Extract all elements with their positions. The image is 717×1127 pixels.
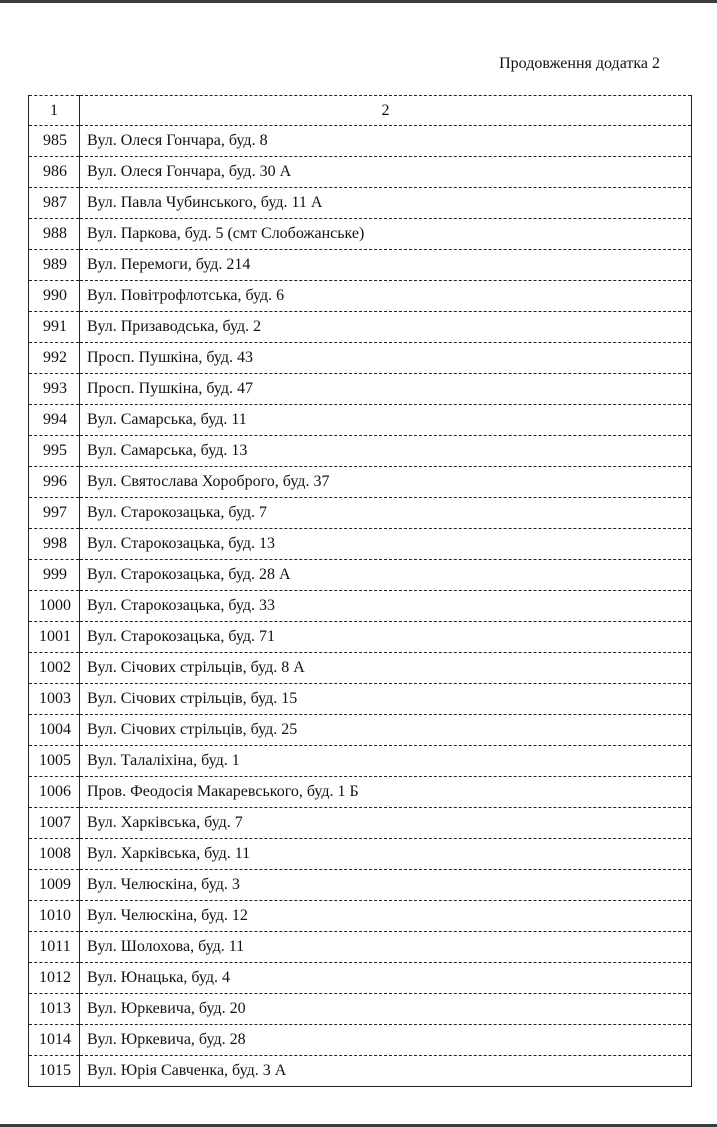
row-address: Вул. Юрія Савченка, буд. 3 А bbox=[80, 1056, 692, 1087]
row-address: Вул. Січових стрільців, буд. 25 bbox=[80, 715, 692, 746]
table-row bbox=[29, 684, 692, 715]
row-address: Вул. Юркевича, буд. 20 bbox=[80, 994, 692, 1025]
row-number: 1004 bbox=[29, 715, 80, 746]
row-address: Вул. Челюскіна, буд. 12 bbox=[80, 901, 692, 932]
table-row bbox=[29, 963, 692, 994]
table-row bbox=[29, 312, 692, 343]
row-address: Вул. Шолохова, буд. 11 bbox=[80, 932, 692, 963]
table-row bbox=[29, 715, 692, 746]
row-number: 997 bbox=[29, 498, 80, 529]
row-address: Вул. Січових стрільців, буд. 8 А bbox=[80, 653, 692, 684]
column-header-number: 1 bbox=[29, 96, 80, 126]
row-number: 996 bbox=[29, 467, 80, 498]
table-row bbox=[29, 157, 692, 188]
table-row bbox=[29, 467, 692, 498]
row-address: Вул. Призаводська, буд. 2 bbox=[80, 312, 692, 343]
table-row bbox=[29, 653, 692, 684]
row-number: 1006 bbox=[29, 777, 80, 808]
row-number: 992 bbox=[29, 343, 80, 374]
row-number: 999 bbox=[29, 560, 80, 591]
row-address: Вул. Старокозацька, буд. 7 bbox=[80, 498, 692, 529]
table-header-row bbox=[29, 96, 692, 126]
row-number: 998 bbox=[29, 529, 80, 560]
table-row bbox=[29, 932, 692, 963]
column-header-address: 2 bbox=[80, 96, 692, 126]
row-address: Вул. Повітрофлотська, буд. 6 bbox=[80, 281, 692, 312]
row-address: Вул. Старокозацька, буд. 28 А bbox=[80, 560, 692, 591]
row-address: Вул. Самарська, буд. 13 bbox=[80, 436, 692, 467]
row-address: Вул. Олеся Гончара, буд. 8 bbox=[80, 126, 692, 157]
row-address: Вул. Талаліхіна, буд. 1 bbox=[80, 746, 692, 777]
row-number: 985 bbox=[29, 126, 80, 157]
row-address: Вул. Юркевича, буд. 28 bbox=[80, 1025, 692, 1056]
table-row bbox=[29, 343, 692, 374]
row-address: Вул. Святослава Хороброго, буд. 37 bbox=[80, 467, 692, 498]
table-row bbox=[29, 219, 692, 250]
table-row bbox=[29, 374, 692, 405]
table-row bbox=[29, 591, 692, 622]
row-number: 1003 bbox=[29, 684, 80, 715]
row-number: 1012 bbox=[29, 963, 80, 994]
table-row bbox=[29, 870, 692, 901]
row-address: Просп. Пушкіна, буд. 43 bbox=[80, 343, 692, 374]
row-number: 1009 bbox=[29, 870, 80, 901]
table-row bbox=[29, 808, 692, 839]
table-row bbox=[29, 498, 692, 529]
table-row bbox=[29, 622, 692, 653]
row-address: Вул. Січових стрільців, буд. 15 bbox=[80, 684, 692, 715]
row-address: Вул. Челюскіна, буд. 3 bbox=[80, 870, 692, 901]
row-number: 1013 bbox=[29, 994, 80, 1025]
row-address: Пров. Феодосія Макаревського, буд. 1 Б bbox=[80, 777, 692, 808]
row-number: 995 bbox=[29, 436, 80, 467]
row-number: 1015 bbox=[29, 1056, 80, 1087]
row-address: Вул. Харківська, буд. 7 bbox=[80, 808, 692, 839]
table-row bbox=[29, 746, 692, 777]
table-row bbox=[29, 560, 692, 591]
row-address: Просп. Пушкіна, буд. 47 bbox=[80, 374, 692, 405]
row-number: 987 bbox=[29, 188, 80, 219]
row-address: Вул. Старокозацька, буд. 13 bbox=[80, 529, 692, 560]
row-address: Вул. Паркова, буд. 5 (смт Слобожанське) bbox=[80, 219, 692, 250]
row-number: 1010 bbox=[29, 901, 80, 932]
row-number: 986 bbox=[29, 157, 80, 188]
table-row bbox=[29, 1056, 692, 1087]
table-row bbox=[29, 529, 692, 560]
table-row bbox=[29, 405, 692, 436]
row-number: 1001 bbox=[29, 622, 80, 653]
address-table bbox=[28, 95, 692, 1087]
row-number: 991 bbox=[29, 312, 80, 343]
row-number: 1011 bbox=[29, 932, 80, 963]
table-row bbox=[29, 126, 692, 157]
row-address: Вул. Самарська, буд. 11 bbox=[80, 405, 692, 436]
row-number: 994 bbox=[29, 405, 80, 436]
row-number: 1008 bbox=[29, 839, 80, 870]
table-row bbox=[29, 188, 692, 219]
table-row bbox=[29, 994, 692, 1025]
row-address: Вул. Олеся Гончара, буд. 30 А bbox=[80, 157, 692, 188]
appendix-continuation-note: Продовження додатка 2 bbox=[499, 55, 660, 72]
row-number: 988 bbox=[29, 219, 80, 250]
row-number: 1014 bbox=[29, 1025, 80, 1056]
row-address: Вул. Старокозацька, буд. 33 bbox=[80, 591, 692, 622]
row-number: 1000 bbox=[29, 591, 80, 622]
table-row bbox=[29, 436, 692, 467]
row-address: Вул. Старокозацька, буд. 71 bbox=[80, 622, 692, 653]
row-address: Вул. Юнацька, буд. 4 bbox=[80, 963, 692, 994]
row-address: Вул. Харківська, буд. 11 bbox=[80, 839, 692, 870]
row-address: Вул. Перемоги, буд. 214 bbox=[80, 250, 692, 281]
row-number: 1005 bbox=[29, 746, 80, 777]
page-top-edge bbox=[0, 0, 717, 3]
table-row bbox=[29, 250, 692, 281]
row-number: 993 bbox=[29, 374, 80, 405]
row-number: 990 bbox=[29, 281, 80, 312]
row-number: 1002 bbox=[29, 653, 80, 684]
row-number: 989 bbox=[29, 250, 80, 281]
table-row bbox=[29, 901, 692, 932]
row-number: 1007 bbox=[29, 808, 80, 839]
table-row bbox=[29, 1025, 692, 1056]
table-row bbox=[29, 777, 692, 808]
row-address: Вул. Павла Чубинського, буд. 11 А bbox=[80, 188, 692, 219]
table-row bbox=[29, 281, 692, 312]
table-row bbox=[29, 839, 692, 870]
